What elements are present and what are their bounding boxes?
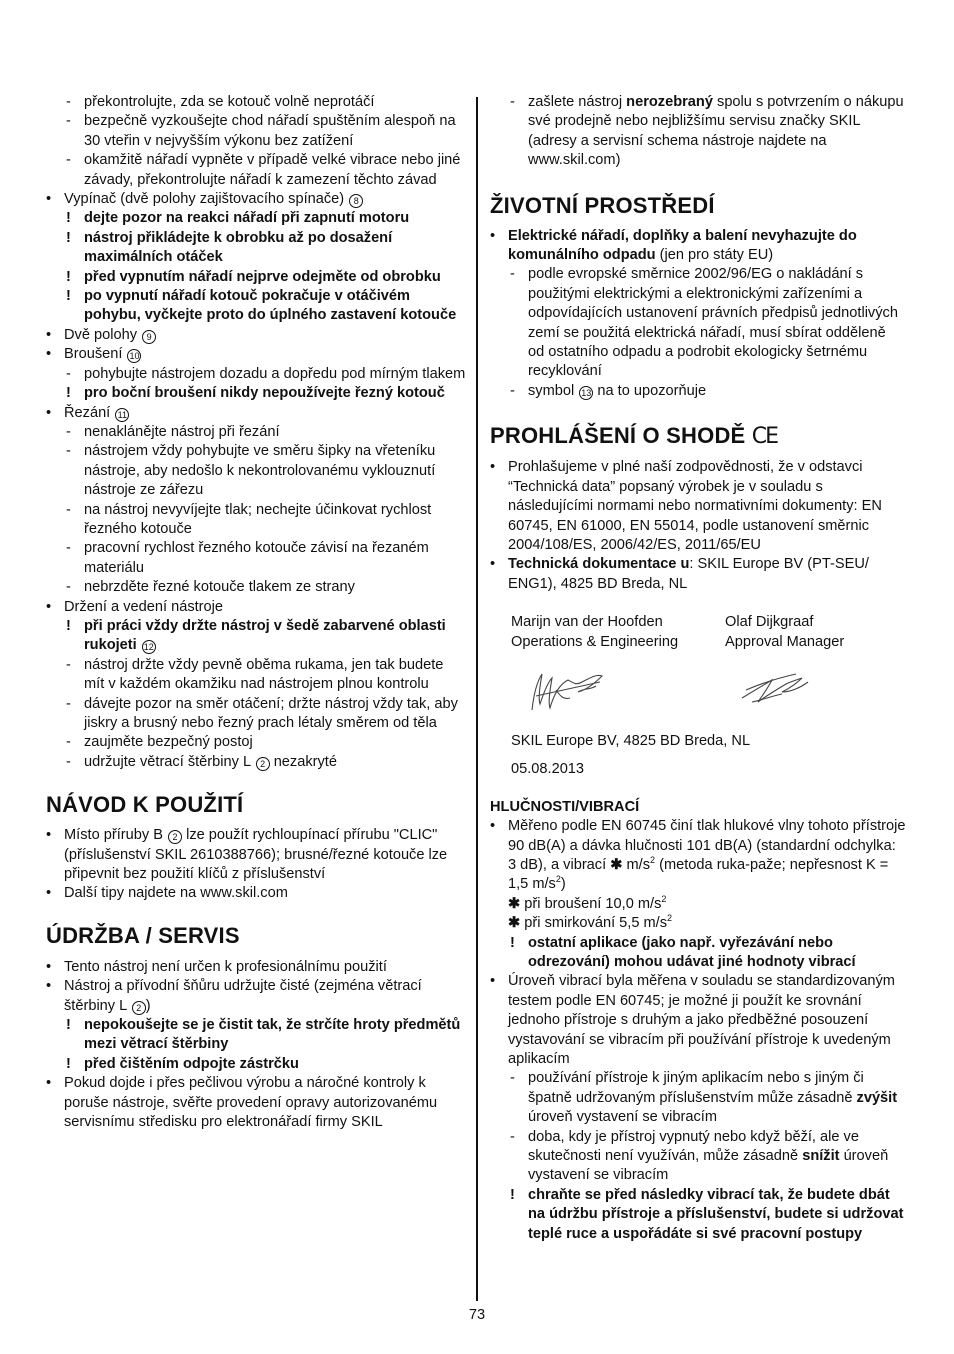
warning-item: ! při práci vždy držte nástroj v šedě zabarvené oblasti rukojeti 12 xyxy=(66,617,446,654)
list-item: - nenaklánějte nástroj při řezání xyxy=(66,423,280,440)
right-column xyxy=(490,93,906,1244)
page-number: 73 xyxy=(468,1307,486,1323)
warning-item: ! ostatní aplikace (jako např. vyřezávání nebo odrezování) mohou udávat jiné hodnoty vibrací xyxy=(510,934,856,970)
list-item: • Měřeno podle EN 60745 činí tlak hlukové vlny tohoto přístroje 90 dB(A) a dávka hlučnosti 101 dB(A) (standardní odchylka: 3 dB), a vibrací ✱ $m/s^2$ (metoda ruka-paže; nepřesnost K = 1,5 $m/s^2$) xyxy=(490,818,906,893)
list-item: • Tento nástroj není určen k profesionálnímu použití xyxy=(46,958,387,975)
list-item: • Vypínač (dvě polohy zajištovacího spínače) 8 xyxy=(46,190,466,209)
signature-area xyxy=(490,652,906,728)
warning-item: ! před vypnutím nářadí nejprve odejměte od obrobku xyxy=(66,268,441,285)
star-icon: ✱ xyxy=(508,915,521,932)
list-item: - okamžitě nářadí vypněte v případě velké vibrace nebo jiné závady, překontrolujte nářadí k zamezení těchto závad xyxy=(66,152,461,188)
signatory-title: Approval Manager xyxy=(725,633,845,650)
list-item: - pohybujte nástrojem dozadu a dopředu pod mírným tlakem xyxy=(66,365,466,382)
list-item: - podle evropské směrnice 2002/96/EG o nakládání s použitými elektrickými a elektronickými zařízeními a odpovídajících ustanovení právních předpisů jednotlivých zemí se použitá elektrická nářadí, musí sbírat odděleně od ostatního odpadu a podrobit ekologicky šetrnému recyklování xyxy=(510,266,898,380)
warning-item: ! chraňte se před následky vibrací tak, že budete dbát na údržbu přístroje a příslušenství, budete si udržovat teplé ruce a uspořádáte si své pracovní postupy xyxy=(510,1186,904,1242)
star-icon: ✱ xyxy=(508,895,521,912)
list-item: • Úroveň vibrací byla měřena v souladu se standardizovaným testem podle EN 60745; je možné ji použít ke srovnání jednoho přístroje s druhým a jako předběžné posouzení vystavování se vibracím při používání přístroje k uvedeným aplikacím xyxy=(490,973,895,1068)
warning-item: ! nepokoušejte se je čistit tak, že strčíte hroty předmětů mezi větrací štěrbiny xyxy=(66,1017,461,1053)
list-item: • Řezání 11 xyxy=(46,404,466,423)
warning-item: ! nástroj přikládejte k obrobku až po dosažení maximálních otáček xyxy=(66,229,393,266)
list-item: - nebrzděte řezné kotouče tlakem ze strany xyxy=(66,579,355,596)
callout-number: 13 xyxy=(581,387,592,398)
warning-item: ! po vypnutí nářadí kotouč pokračuje v otáčivém pohybu, vyčkejte proto do úplného zastavení kotouče xyxy=(66,288,457,324)
signatories xyxy=(490,613,906,652)
list-item: • Elektrické nářadí, doplňky a balení nevyhazujte do komunálního odpadu (jen pro státy EU) xyxy=(490,227,857,264)
list-item: - bezpečně vyzkoušejte chod nářadí spuštěním alespoň na 30 vteřin v nejvyšším výkonu bez zatížení xyxy=(66,113,456,149)
list-item: - doba, kdy je přístroj vypnutý nebo když běží, ale ve skutečnosti není využíván, může zásadně snížit úroveň vystavení se vibracím xyxy=(510,1128,889,1184)
callout-number: 2 xyxy=(256,757,270,771)
column-divider xyxy=(476,97,478,1301)
signature-2 xyxy=(742,674,808,702)
section-heading-hlucnost: HLUČNOSTI/VIBRACÍ xyxy=(490,798,640,815)
list-item: - nástroj držte vždy pevně oběma rukama, jen tak budete mít v každém okamžiku nad nástrojem plnou kontrolu xyxy=(66,656,444,693)
signature-1 xyxy=(532,674,602,710)
list-item: - pracovní rychlost řezného kotouče závisí na řezaném materiálu xyxy=(66,540,429,576)
warning-item: ! pro boční broušení nikdy nepoužívejte řezný kotouč xyxy=(66,385,445,402)
callout-number: 9 xyxy=(142,330,156,344)
list-item: • Broušení 10 xyxy=(46,346,140,363)
signatory-name: Olaf Dijkgraaf xyxy=(725,614,814,631)
list-item: - překontrolujte, zda se kotouč volně neprotáčí xyxy=(66,94,375,110)
signatory-title: Operations & Engineering xyxy=(511,633,679,650)
list-item: • Technická dokumentace u: SKIL Europe BV (PT-SEU/ ENG1), 4825 BD Breda, NL xyxy=(490,556,869,592)
list-item: - nástrojem vždy pohybujte ve směru šipky na vřeteníku nástroje, aby nedošlo k nekontrolovanému vyklouznutí nástroje ze zářezu xyxy=(66,443,436,499)
signatory-name: Marijn van der Hoofden xyxy=(511,614,663,631)
callout-number: 2 xyxy=(168,830,182,844)
section-heading-zivotni: ŽIVOTNÍ PROSTŘEDÍ xyxy=(490,192,715,218)
left-column xyxy=(46,93,466,1133)
callout-number: 2 xyxy=(132,1001,146,1015)
list-item: ✱ při broušení 10,0 $m/s^2$ xyxy=(508,893,667,912)
star-icon: ✱ xyxy=(610,856,623,873)
signature-images xyxy=(490,652,906,728)
list-item: • Nástroj a přívodní šňůru udržujte čisté (zejména větrací štěrbiny L 2 ) xyxy=(46,978,422,1014)
list-item: • Pokud dojde i přes pečlivou výrobu a náročné kontroly k poruše nástroje, svěřte provedení opravy autorizovanému servisnímu středisku pro elektronářadí firmy SKIL xyxy=(46,1075,438,1131)
section-heading-udrzba: ÚDRŽBA / SERVIS xyxy=(46,922,240,948)
list-item: • Prohlašujeme v plné naší zodpovědnosti, že v odstavci “Technická data” popsaný výrobek je v souladu s následujícími normami nebo normativními dokumenty: EN 60745, EN 61000, EN 55014, podle ustanovení směrnic 2004/108/ES, 2006/42/ES, 2011/65/EU xyxy=(490,459,882,553)
callout-number: 10 xyxy=(129,351,140,362)
declaration-date: 05.08.2013 xyxy=(511,761,585,778)
warning-item: ! dejte pozor na reakci nářadí při zapnutí motoru xyxy=(66,210,410,227)
ce-mark-icon: CE xyxy=(751,424,777,450)
list-item: • Držení a vedení nástroje xyxy=(46,598,223,615)
list-item: • Dvě polohy 9 xyxy=(46,326,466,345)
warning-item: ! před čištěním odpojte zástrčku xyxy=(66,1055,299,1072)
section-heading-navod: NÁVOD K POUŽITÍ xyxy=(46,792,244,818)
list-item: - zaujměte bezpečný postoj xyxy=(66,734,253,751)
list-item: - na nástroj nevyvíjejte tlak; nechejte účinkovat rychlost řezného kotouče xyxy=(66,501,432,537)
list-item: - symbol 13 na to upozorňuje xyxy=(510,382,707,399)
company-address: SKIL Europe BV, 4825 BD Breda, NL xyxy=(511,732,751,749)
callout-number: 11 xyxy=(115,408,129,422)
section-heading-prohlaseni: PROHLÁŠENÍ O SHODĚ CE xyxy=(490,423,777,450)
list-item: • Další tipy najdete na www.skil.com xyxy=(46,885,288,902)
callout-number: 8 xyxy=(349,194,363,208)
list-item: - používání přístroje k jiným aplikacím nebo s jiným či špatně udržovaným příslušenstvím může zásadně zvýšit úroveň vystavení se vibracím xyxy=(510,1070,898,1126)
list-item: ✱ při smirkování 5,5 $m/s^2$ xyxy=(508,913,673,932)
list-item: - udržujte větrací štěrbiny L 2 nezakryté xyxy=(66,753,337,770)
list-item: • Místo příruby B 2 lze použít rychloupínací přírubu "CLIC" (příslušenství SKIL 2610388766); brusné/řezné kotouče lze připevnit bez použití klíčů z příslušenství xyxy=(46,827,448,883)
callout-number: 12 xyxy=(143,642,154,653)
list-item: - dávejte pozor na směr otáčení; držte nástroj vždy tak, aby jiskry a brusný nebo řezný prach létaly směrem od těla xyxy=(66,695,458,731)
list-item: - zašlete nástroj nerozebraný spolu s potvrzením o nákupu své prodejně nebo nejbližšímu servisu značky SKIL (adresy a servisní schema nástroje najdete na www.skil.com) xyxy=(510,94,904,169)
